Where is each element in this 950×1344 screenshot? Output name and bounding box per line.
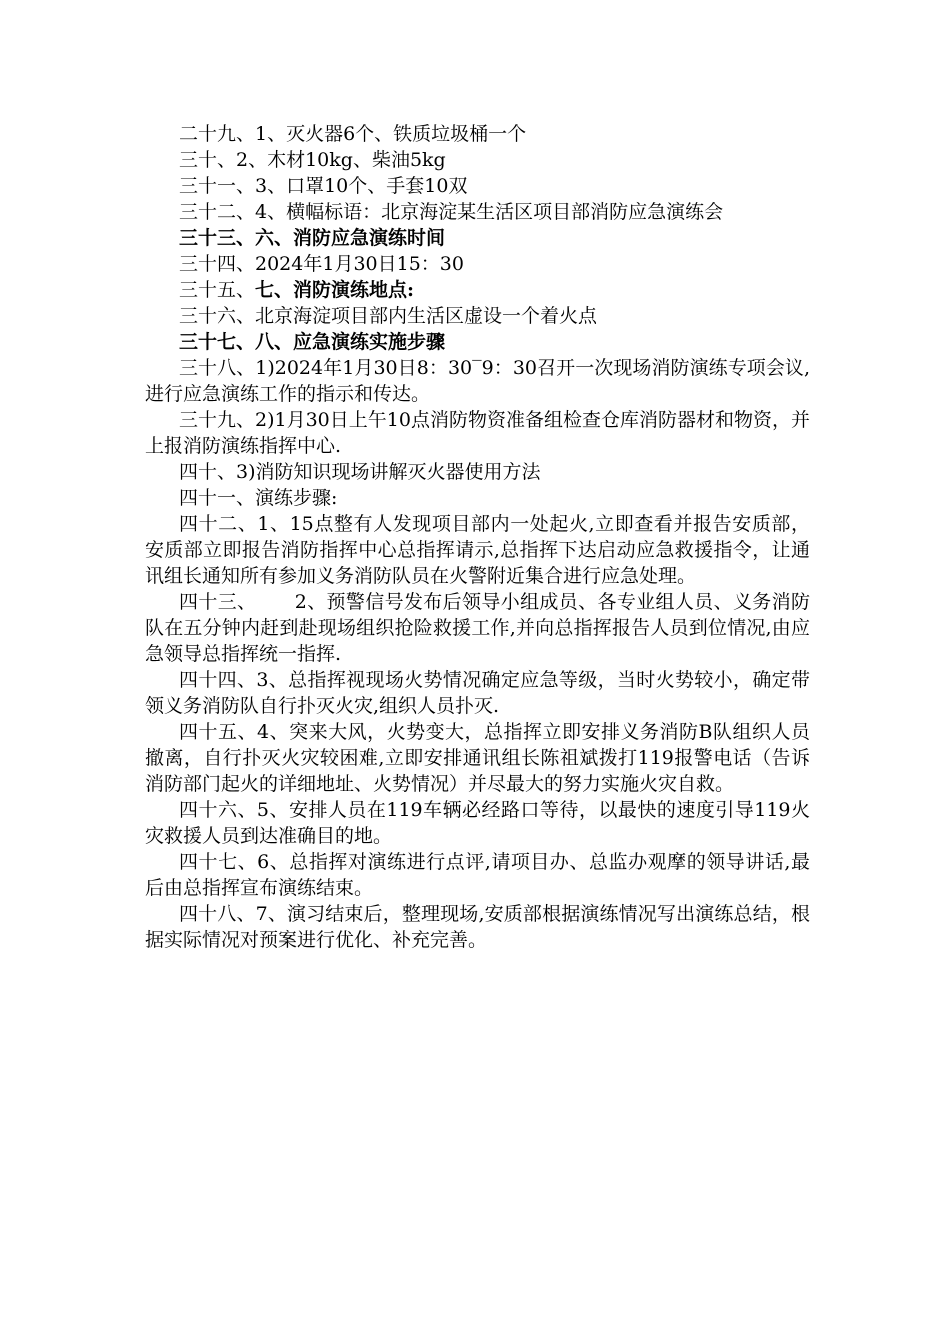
document-body [145, 121, 810, 953]
heading-drill-time: 三十三、六、消防应急演练时间 [179, 227, 446, 249]
paragraph-step-6: 四十七、6、总指挥对演练进行点评,请项目办、总监办观摩的领导讲话,最后由总指挥宣布演练结束。 [145, 851, 810, 899]
heading-drill-location-prefix: 三十五、 [179, 279, 256, 301]
paragraph-materials-2: 三十、2、木材10kg、柴油5kg [179, 149, 446, 171]
paragraph-materials-3: 三十一、3、口罩10个、手套10双 [179, 175, 468, 197]
paragraph-step-4: 四十五、4、突来大风，火势变大，总指挥立即安排义务消防B队组织人员撤离，自行扑灭火灾较困难,立即安排通讯组长陈祖斌拨打119报警电话（告诉消防部门起火的详细地址、火势情况）并尽最大的努力实施火灾自救。 [145, 721, 810, 795]
heading-drill-location-title: 七、消防演练地点: [255, 279, 415, 301]
paragraph-step-2: 四十三、 2、预警信号发布后领导小组成员、各专业组人员、义务消防队在五分钟内赶到赴现场组织抢险救援工作,并向总指挥报告人员到位情况,由应急领导总指挥统一指挥. [145, 591, 810, 665]
paragraph-step-7: 四十八、7、演习结束后，整理现场,安质部根据演练情况写出演练总结，根据实际情况对预案进行优化、补充完善。 [145, 903, 810, 951]
heading-drill-steps: 三十七、八、应急演练实施步骤 [179, 331, 446, 353]
paragraph-drill-location: 三十六、北京海淀项目部内生活区虚设一个着火点 [179, 305, 598, 327]
paragraph-materials-4: 三十二、4、横幅标语：北京海淀某生活区项目部消防应急演练会 [179, 201, 724, 223]
paragraph-step-5: 四十六、5、安排人员在119车辆必经路口等待，以最快的速度引导119火灾救援人员到达准确目的地。 [145, 799, 810, 847]
heading-drill-location [145, 277, 810, 303]
paragraph-step-training: 四十、3)消防知识现场讲解灭火器使用方法 [179, 461, 541, 483]
paragraph-step-inspection: 三十九、2)1月30日上午10点消防物资准备组检查仓库消防器材和物资，并上报消防演练指挥中心. [145, 409, 810, 457]
paragraph-step-heading: 四十一、演练步骤: [179, 487, 338, 509]
paragraph-step-meeting: 三十八、1)2024年1月30日8：30‾9：30召开一次现场消防演练专项会议,进行应急演练工作的指示和传达。 [145, 357, 810, 405]
paragraph-step-3: 四十四、3、总指挥视现场火势情况确定应急等级，当时火势较小，确定带领义务消防队自行扑灭火灾,组织人员扑灭. [145, 669, 810, 717]
paragraph-step-1: 四十二、1、15点整有人发现项目部内一处起火,立即查看并报告安质部，安质部立即报告消防指挥中心总指挥请示,总指挥下达启动应急救援指令，让通讯组长通知所有参加义务消防队员在火警附近集合进行应急处理。 [145, 513, 810, 587]
paragraph-materials-1: 二十九、1、灭火器6个、铁质垃圾桶一个 [179, 123, 527, 145]
paragraph-drill-time: 三十四、2024年1月30日15：30 [179, 253, 464, 275]
